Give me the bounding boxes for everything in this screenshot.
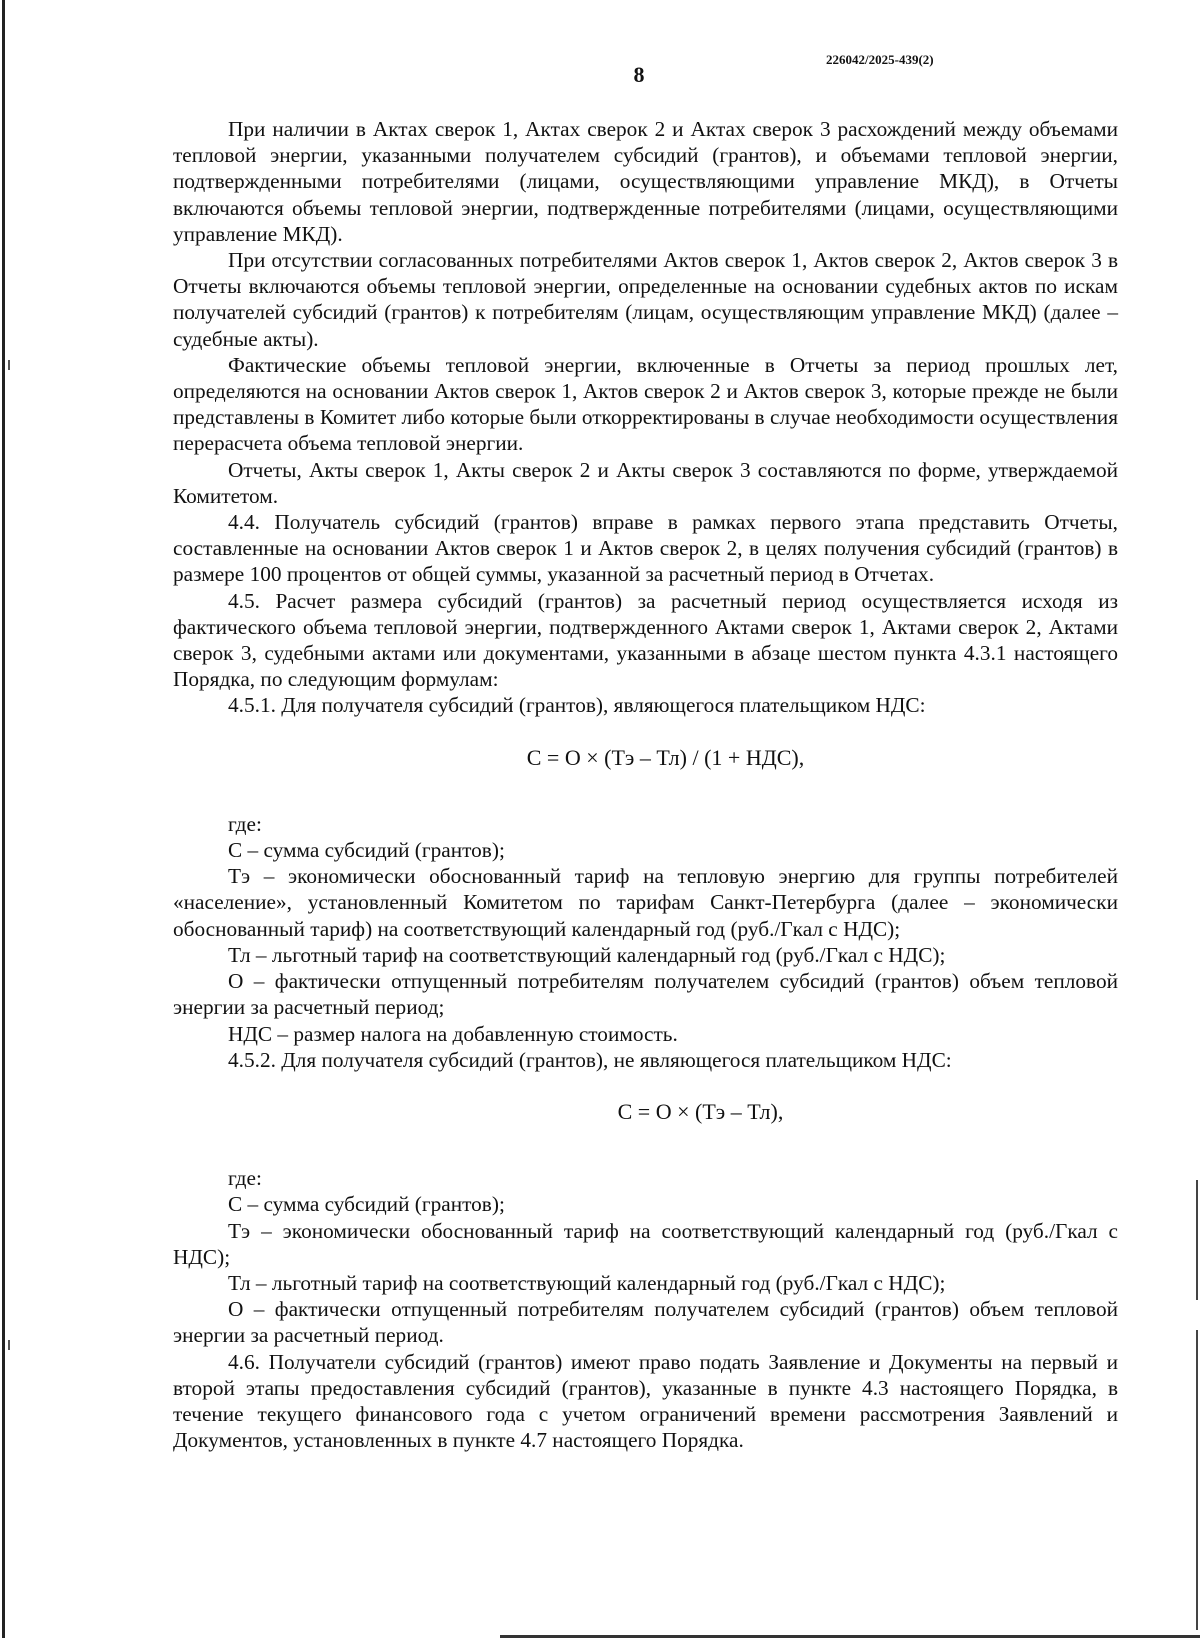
definition-c: С – сумма субсидий (грантов); bbox=[228, 838, 505, 863]
document-id: 226042/2025-439(2) bbox=[826, 52, 934, 67]
paragraph: При наличии в Актах сверок 1, Актах сверок 2 и Актах сверок 3 расхождений между объемами тепловой энергии, указанными получателем субсидий (грантов), и объемами тепловой энергии, подтвержденными потребителями (лицами, осуществляющими управление МКД), в Отчеты включаются объемы тепловой энергии, подтвержденные потребителями (лицами, осуществляющими управление МКД). bbox=[173, 117, 1118, 246]
paragraph-4-6: 4.6. Получатели субсидий (грантов) имеют право подать Заявление и Документы на первый и второй этапы предоставления субсидий (грантов), указанные в пункте 4.3 настоящего Порядка, в течение текущего финансового года с учетом ограничений времени рассмотрения Заявлений и Документов, установленных в пункте 4.7 настоящего Порядка. bbox=[173, 1349, 1118, 1453]
definition-tl: Тл – льготный тариф на соответствующий календарный год (руб./Гкал с НДС); bbox=[228, 1270, 946, 1295]
paragraph-4-5: 4.5. Расчет размера субсидий (грантов) за расчетный период осуществляется исходя из фактического объема тепловой энергии, подтвержденного Актами сверок 1, Актами сверок 2, Актами сверок 3, судебными актами или документами, указанными в абзаце шестом пункта 4.3.1 настоящего Порядка, по следующим формулам: bbox=[173, 588, 1118, 692]
scan-artifact bbox=[8, 360, 10, 370]
formula-without-vat: С = О × (Тэ – Тл), bbox=[617, 1098, 784, 1124]
definition-tl: Тл – льготный тариф на соответствующий календарный год (руб./Гкал с НДС); bbox=[228, 942, 946, 967]
definition-vat: НДС – размер налога на добавленную стоимость. bbox=[228, 1021, 678, 1046]
scan-artifact bbox=[8, 1340, 10, 1350]
definition-te: Тэ – экономически обоснованный тариф на тепловую энергию для группы потребителей «население», установленный Комитетом по тарифам Санкт-Петербурга (далее – экономически обоснованный тариф) на соответствующий календарный год (руб./Гкал с НДС); bbox=[173, 864, 1118, 941]
where-label: где: bbox=[228, 1166, 262, 1191]
paragraph-4-4: 4.4. Получатель субсидий (грантов) вправе в рамках первого этапа представить Отчеты, составленные на основании Актов сверок 1 и Актов сверок 2, в целях получения субсидий (грантов) в размере 100 процентов от общей суммы, указанной за расчетный период в Отчетах. bbox=[173, 510, 1118, 587]
scan-right-edge bbox=[1196, 1180, 1198, 1300]
paragraph: Отчеты, Акты сверок 1, Акты сверок 2 и Акты сверок 3 составляются по форме, утверждаемой Комитетом. bbox=[173, 457, 1118, 508]
formula-with-vat: С = О × (Тэ – Тл) / (1 + НДС), bbox=[526, 744, 805, 770]
page-number: 8 bbox=[633, 62, 645, 87]
where-label: где: bbox=[228, 811, 262, 836]
paragraph-4-5-1: 4.5.1. Для получателя субсидий (грантов), являющегося плательщиком НДС: bbox=[228, 693, 926, 718]
paragraph-4-5-2: 4.5.2. Для получателя субсидий (грантов), не являющегося плательщиком НДС: bbox=[228, 1047, 952, 1072]
definition-o: О – фактически отпущенный потребителям получателем субсидий (грантов) объем тепловой энергии за расчетный период. bbox=[173, 1297, 1118, 1348]
scan-left-edge bbox=[2, 0, 5, 1638]
definition-te: Тэ – экономически обоснованный тариф на соответствующий календарный год (руб./Гкал с НДС); bbox=[173, 1218, 1118, 1269]
document-body bbox=[173, 116, 1118, 1453]
definition-c: С – сумма субсидий (грантов); bbox=[228, 1192, 505, 1217]
scan-right-edge bbox=[1196, 1330, 1198, 1630]
definition-o: О – фактически отпущенный потребителям получателем субсидий (грантов) объем тепловой энергии за расчетный период; bbox=[173, 969, 1118, 1020]
paragraph: Фактические объемы тепловой энергии, включенные в Отчеты за период прошлых лет, определяются на основании Актов сверок 1, Актов сверок 2 и Актов сверок 3, которые прежде не были представлены в Комитет либо которые были откорректированы в случае необходимости осуществления перерасчета объема тепловой энергии. bbox=[173, 352, 1118, 456]
paragraph: При отсутствии согласованных потребителями Актов сверок 1, Актов сверок 2, Актов сверок 3 в Отчеты включаются объемы тепловой энергии, определенные на основании судебных актов по искам получателей субсидий (грантов) к потребителям (лицам, осуществляющим управление МКД) (далее – судебные акты). bbox=[173, 248, 1118, 351]
